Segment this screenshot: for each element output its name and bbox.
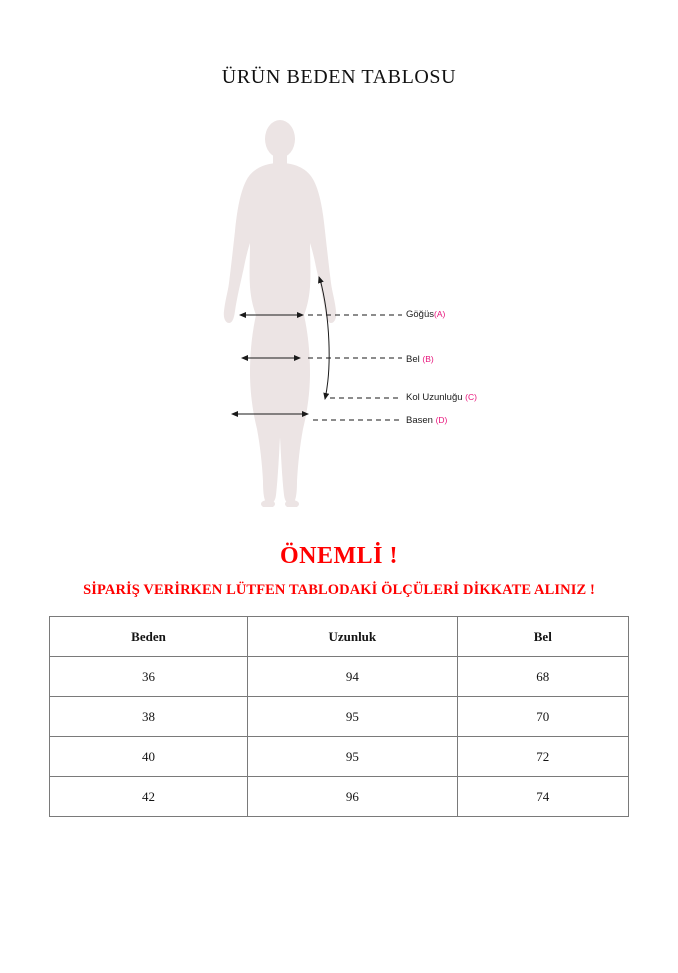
label-bel: [406, 354, 434, 365]
label-basen-text: Basen: [406, 415, 433, 427]
page-title: ÜRÜN BEDEN TABLOSU: [221, 66, 457, 89]
label-gogus: [406, 309, 445, 320]
label-kol-uzunlugu: [406, 392, 477, 403]
measurement-arrows: [180, 107, 510, 507]
label-kol-code: (C): [465, 392, 477, 403]
cell-bel: 72: [457, 737, 628, 777]
measurement-diagram: [0, 107, 678, 527]
table-row: [50, 777, 629, 817]
cell-bel: 74: [457, 777, 628, 817]
label-basen: [406, 415, 447, 426]
important-notice: ÖNEMLİ !: [280, 543, 398, 570]
label-gogus-text: Göğüs: [406, 309, 434, 321]
label-kol-text: Kol Uzunluğu: [406, 392, 463, 404]
label-basen-code: (D): [435, 415, 448, 426]
column-header-beden: Beden: [50, 617, 248, 657]
cell-uzunluk: 96: [248, 777, 458, 817]
cell-beden: 38: [50, 697, 248, 737]
cell-uzunluk: 95: [248, 737, 458, 777]
label-bel-text: Bel: [406, 354, 420, 366]
cell-beden: 42: [50, 777, 248, 817]
label-gogus-code: (A): [434, 309, 446, 320]
table-header-row: [50, 617, 629, 657]
cell-beden: 40: [50, 737, 248, 777]
table-row: [50, 737, 629, 777]
label-bel-code: (B): [422, 354, 434, 365]
cell-bel: 70: [457, 697, 628, 737]
size-table-wrapper: [49, 616, 629, 817]
table-row: [50, 657, 629, 697]
cell-beden: 36: [50, 657, 248, 697]
page: [0, 13, 678, 973]
column-header-uzunluk: Uzunluk: [248, 617, 458, 657]
cell-uzunluk: 95: [248, 697, 458, 737]
table-row: [50, 697, 629, 737]
cell-uzunluk: 94: [248, 657, 458, 697]
size-table: [49, 616, 629, 817]
order-notice: SİPARİŞ VERİRKEN LÜTFEN TABLODAKİ ÖLÇÜLERİ DİKKATE ALINIZ !: [83, 582, 595, 599]
column-header-bel: Bel: [457, 617, 628, 657]
cell-bel: 68: [457, 657, 628, 697]
